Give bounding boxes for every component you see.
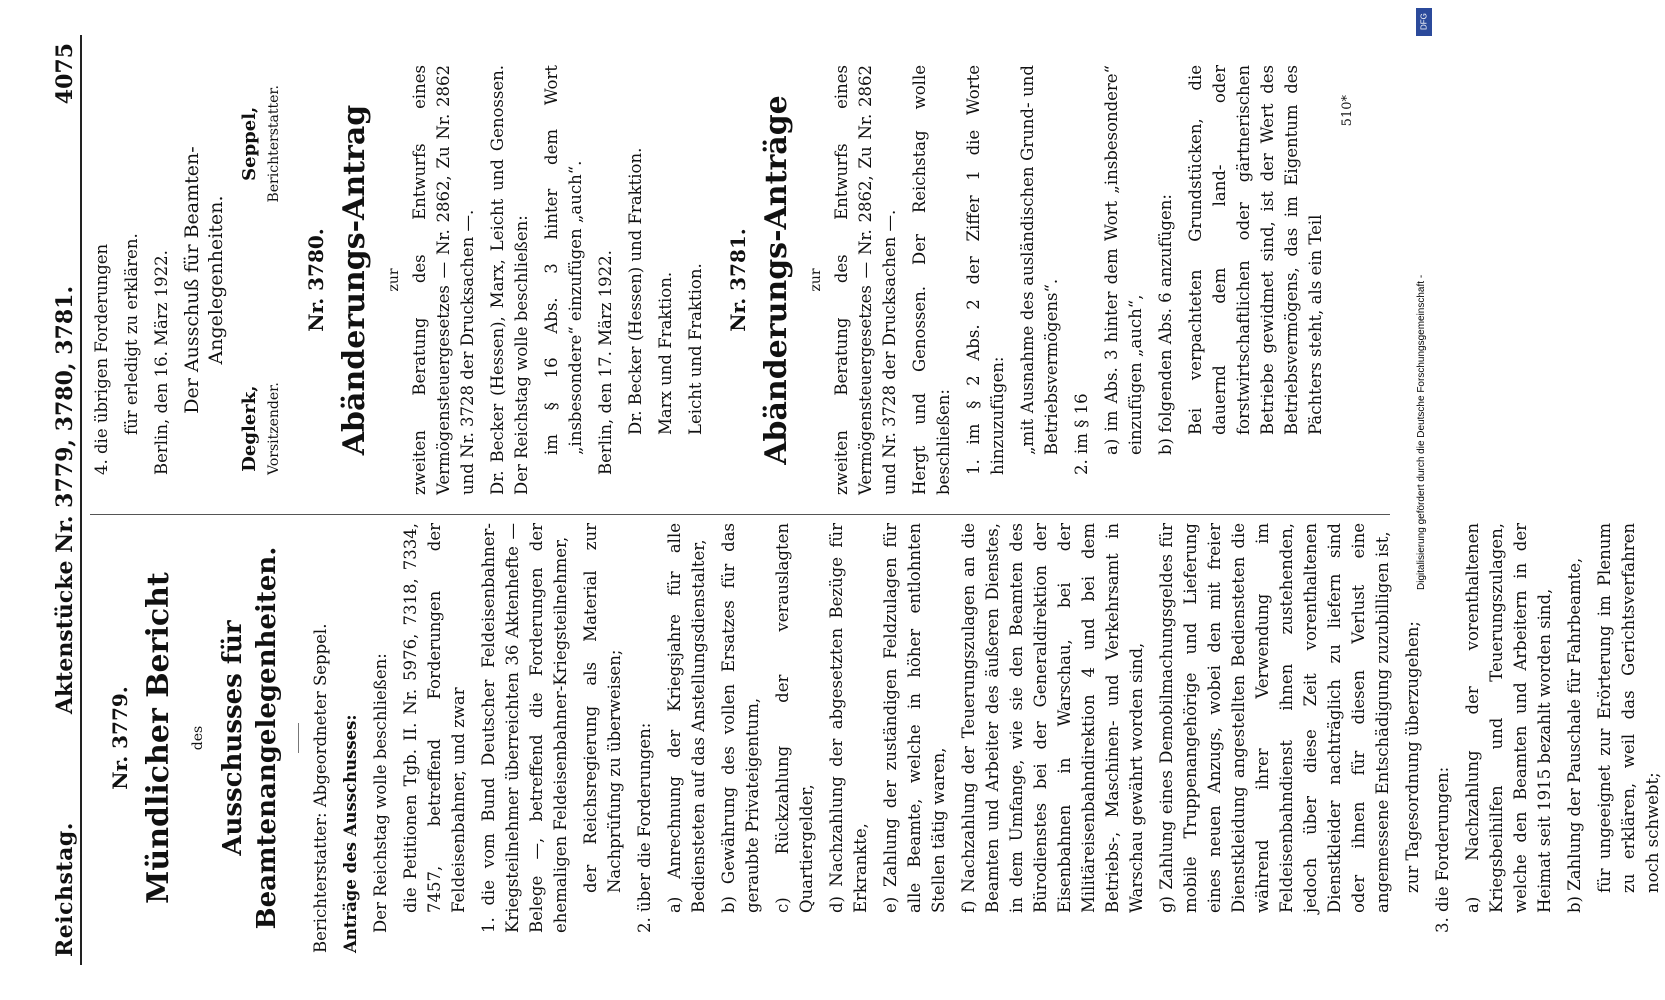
margin-note <box>1412 0 1432 1000</box>
sign-3780-2: Marx und Fraktion. <box>656 271 675 435</box>
item-1-b: der Reichsregierung als Material zur Nachprüfung zu überweisen; <box>581 523 624 893</box>
item-2: 2. über die Forderungen: <box>635 722 654 933</box>
title-3780: Abänderungs-Antrag <box>337 104 372 456</box>
item-2-c: c) Rückzahlung der verauslagten Quartiergelder, <box>773 523 816 913</box>
antrag-3781-2: 2. im § 16 <box>1072 393 1091 475</box>
antrag-3781-1b: „mit Ausnahme des ausländischen Grund- und Betriebsvermögens“. <box>1018 65 1061 455</box>
antraege-title: Anträge des Ausschusses: <box>341 714 360 953</box>
doc-title: Mündlicher Bericht <box>141 572 176 904</box>
item-2-b: b) Gewährung des vollen Ersatzes für das geraubte Privateigentum, <box>719 523 762 913</box>
item-2-g: g) Zahlung eines Demobilmachungsgeldes für mobile Truppenangehörige und Lieferung eines neuen Anzugs, wobei den mit freier Dienstkleidung angestellten Bediensteten die während ihrer Verwendung im Feldeisenbahndienst ihnen zustehenden, jedoch über diese Zeit vorenthaltenen Dienstkleider nachträglich zu liefern sind oder ihnen für diesen Verlust eine angemessene Entschädigung zuzubilligen ist, <box>1157 523 1392 913</box>
funding-note: Digitalisierung gefördert durch die Deutsche Forschungsgemeinschaft - <box>1416 274 1427 590</box>
header-left: Reichstag. <box>52 822 78 957</box>
doc-title-des: des <box>190 725 206 751</box>
antrag-3781-2a: a) im Abs. 3 hinter dem Wort „insbesondere“ einzufügen „auch“, <box>1102 65 1145 455</box>
petitions-text: die Petitionen Tgb. II. Nr. 5976, 7318, 7334, 7457, betreffend Forderungen der Feldeisenbahner, und zwar <box>401 523 468 913</box>
reporter-name: Seppel, <box>239 106 260 181</box>
item-2-e: e) Zahlung der zuständigen Feldzulagen für alle Beamte, welche in höher entlohnten Stellen tätig waren, <box>881 523 948 913</box>
beratung-3780: zweiten Beratung des Entwurfs eines Vermögensteuergesetzes — Nr. 2862, Zu Nr. 2862 und Nr. 3728 der Drucksachen —. <box>410 65 477 495</box>
page-header <box>30 35 82 965</box>
doc-number: Nr. 3779. <box>108 686 132 790</box>
signature-reporter <box>238 85 286 203</box>
antrag-3781-1: 1. im § 2 Abs. 2 der Ziffer 1 die Worte hinzuzufügen: <box>964 65 1007 475</box>
antrag-3781-2b: b) folgenden Abs. 6 anzufügen: <box>1156 194 1175 455</box>
item-2-a: a) Anrechnung der Kriegsjahre für alle Bediensteten auf das Anstellungsdienstalter, <box>665 523 708 913</box>
sign-3780-1: Dr. Becker (Hessen) und Fraktion. <box>626 147 645 435</box>
item-4-b: für erledigt zu erklären. <box>122 233 141 435</box>
item-2-end: zur Tagesordnung überzugehen; <box>1403 621 1422 893</box>
antrag-3780: Dr. Becker (Hessen), Marx, Leicht und Genossen. Der Reichstag wolle beschließen: <box>488 65 531 495</box>
item-2-d: d) Nachzahlung der abgesetzten Bezüge für Erkrankte, <box>827 523 870 913</box>
signatures-1 <box>238 65 286 495</box>
ausschuss-name: Der Ausschuß für Beamten-Angelegenheiten. <box>181 146 227 414</box>
item-4: 4. die übrigen Forderungen <box>92 243 111 475</box>
signature-chair <box>238 382 286 475</box>
item-3-end: für ungeeignet zur Erörterung im Plenum zu erklären, weil das Gerichtsverfahren noch schwebt; <box>1595 523 1662 893</box>
item-1: 1. die vom Bund Deutscher Feldeisenbahner-Kriegsteilnehmer überreichten 36 Aktenhefte — Belege —, betreffend die Forderungen der ehemaligen Feldeisenbahner-Kriegsteilnehmer, <box>479 523 570 933</box>
column-divider <box>90 514 1390 515</box>
page-number: 4075 <box>52 43 78 105</box>
intro-text: Der Reichstag wolle beschließen: <box>371 653 390 933</box>
sign-3780-3: Leicht und Fraktion. <box>686 263 705 435</box>
antrag-3781: Hergt und Genossen. Der Reichstag wolle beschließen: <box>910 65 953 495</box>
left-column <box>90 523 1662 953</box>
doc-subtitle: Ausschusses für Beamtenangelegenheiten. <box>218 546 282 930</box>
doc-number-3780: Nr. 3780. <box>304 228 328 332</box>
header-title: Aktenstücke Nr. 3779, 3780, 3781. <box>52 285 78 715</box>
zur-3781: zur <box>808 268 824 292</box>
date-1: Berlin, den 16. März 1922. <box>152 250 171 475</box>
antrag-3781-2c: Bei verpachteten Grundstücken, die dauernd dem land- oder forstwirtschaftlichen oder gärtnerischen Betriebe gewidmet sind, ist der Wert des Betriebsvermögens, das im Eigentum des Pächters steht, als ein Teil <box>1186 65 1325 435</box>
chair-name: Deglerk, <box>239 385 260 472</box>
title-3781: Abänderungs-Anträge <box>759 95 794 465</box>
beratung-3781: zweiten Beratung des Entwurfs eines Vermögensteuergesetzes — Nr. 2862, Zu Nr. 2862 und Nr. 3728 der Drucksachen —. <box>832 65 899 495</box>
item-3: 3. die Forderungen: <box>1433 766 1452 933</box>
zur-3780: zur <box>386 268 402 292</box>
antrag-3780-b: im § 16 Abs. 3 hinter dem Wort „insbesondere“ einzufügen „auch“. <box>542 65 585 455</box>
reporter-role: Berichterstatter. <box>266 85 282 203</box>
dfg-logo: DFG <box>1416 8 1432 36</box>
doc-number-3781: Nr. 3781. <box>726 228 750 332</box>
separator <box>298 723 299 753</box>
chair-role: Vorsitzender. <box>266 382 282 475</box>
item-3-b: b) Zahlung der Pauschale für Fahrbeamte, <box>1565 557 1584 913</box>
item-2-f: f) Nachzahlung der Teuerungszulagen an die Beamten und Arbeiter des äußeren Dienstes, in dem Umfange, wie sie den Beamten des Bürodienstes bei der Generaldirektion der Eisenbahnen in Warschau, bei der Militäreisenbahndirektion 4 und bei dem Betriebs-, Maschinen- und Verkehrsamt in Warschau gewährt worden sind, <box>959 523 1146 913</box>
page-footer-mark: 510* <box>1340 95 1355 127</box>
berichterstatter: Berichterstatter: Abgeordneter Seppel. <box>311 623 330 953</box>
item-3-a: a) Nachzahlung der vorenthaltenen Kriegsbeihilfen und Teuerungszulagen, welche den Beamten und Arbeitern in der Heimat seit 1915 bezahlt worden sind, <box>1463 523 1554 913</box>
date-2: Berlin, den 17. März 1922. <box>596 250 615 475</box>
right-column <box>90 65 1400 495</box>
